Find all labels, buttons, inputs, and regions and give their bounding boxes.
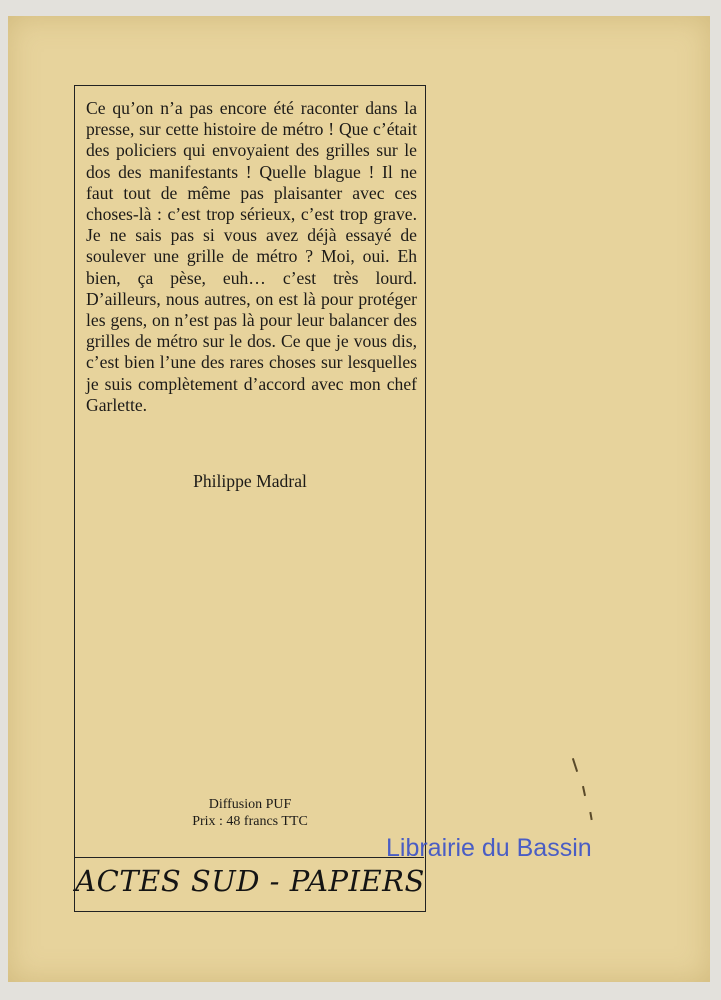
wear-mark — [582, 786, 586, 796]
wear-mark — [572, 758, 578, 772]
watermark-text: Librairie du Bassin — [386, 834, 592, 862]
price-label: Prix : 48 francs TTC — [192, 814, 308, 829]
wear-mark — [589, 812, 592, 820]
book-back-cover — [8, 16, 710, 982]
distribution-info — [75, 796, 425, 830]
text-frame — [74, 85, 426, 912]
publisher-logo: ACTES SUD - PAPIERS — [75, 864, 425, 898]
quote-author: Philippe Madral — [193, 471, 307, 491]
divider-line — [75, 857, 424, 858]
distributor-label: Diffusion PUF — [208, 797, 292, 812]
blurb-quote: Ce qu’on n’a pas encore été raconter dans la presse, sur cette histoire de métro ! Que c’était des policiers qui envoyaient des grilles sur le dos des manifestants ! Quelle blague ! Il ne faut tout de même pas plaisanter avec ces choses-là : c’est trop sérieux, c’est trop grave. Je ne sais pas si vous avez déjà essayé de soulever une grille de métro ? Moi, oui. Eh bien, ça pèse, euh… c’est très lourd. D’ailleurs, nous autres, on est là pour protéger les gens, on n’est pas là pour leur balancer des grilles de métro sur le dos. Ce que je vous dis, c’est bien l’une des rares choses sur lesquelles je suis complètement d’accord avec mon chef Garlette. — [86, 98, 417, 415]
